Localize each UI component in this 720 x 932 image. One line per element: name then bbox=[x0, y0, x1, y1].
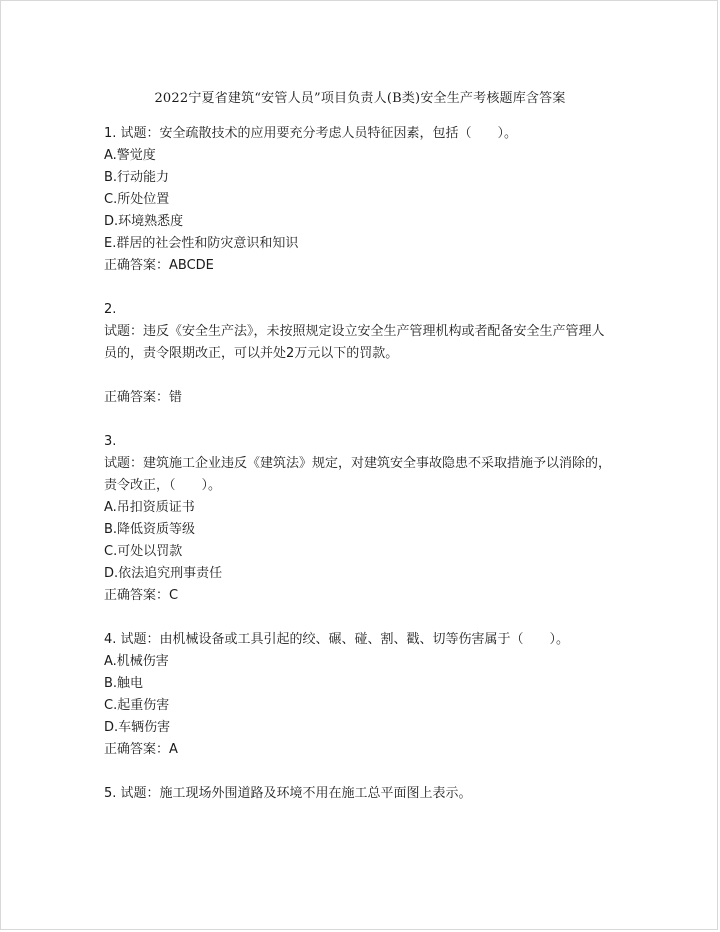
question-line: C.起重伤害 bbox=[104, 698, 170, 713]
question-spacer bbox=[104, 277, 624, 299]
answer-line: 正确答案：ABCDE bbox=[104, 258, 214, 273]
question-line: C.所处位置 bbox=[104, 192, 170, 207]
question-block bbox=[104, 783, 624, 805]
question-line: 5. 试题：施工现场外围道路及环境不用在施工总平面图上表示。 bbox=[104, 786, 472, 801]
question-list bbox=[104, 123, 624, 805]
question-line: B.行动能力 bbox=[104, 170, 170, 185]
question-line: A.警觉度 bbox=[104, 148, 156, 163]
question-line: 员的，责令限期改正，可以并处2万元以下的罚款。 bbox=[104, 346, 399, 361]
question-line: 责令改正，（ ）。 bbox=[104, 478, 222, 493]
answer-line: 正确答案：A bbox=[104, 742, 178, 757]
question-line: 3. bbox=[104, 434, 117, 449]
answer-line: 正确答案：C bbox=[104, 588, 179, 603]
document-title: 2022宁夏省建筑“安管人员”项目负责人(B类)安全生产考核题库含答案 bbox=[154, 91, 566, 106]
question-line: 1. 试题：安全疏散技术的应用要充分考虑人员特征因素，包括（ ）。 bbox=[104, 126, 518, 141]
question-line: A.吊扣资质证书 bbox=[104, 500, 195, 515]
question-line: 试题：建筑施工企业违反《建筑法》规定，对建筑安全事故隐患不采取措施予以消除的， bbox=[104, 456, 612, 471]
question-line: 2. bbox=[104, 302, 117, 317]
question-line: 4. 试题：由机械设备或工具引起的绞、碾、碰、割、戳、切等伤害属于（ ）。 bbox=[104, 632, 570, 647]
answer-line: 正确答案：错 bbox=[104, 390, 183, 405]
question-line: B.触电 bbox=[104, 676, 144, 691]
question-line: D.车辆伤害 bbox=[104, 720, 171, 735]
question-line: E.群居的社会性和防灾意识和知识 bbox=[104, 236, 299, 251]
question-spacer bbox=[104, 409, 624, 431]
blank-line bbox=[104, 365, 624, 387]
question-line: B.降低资质等级 bbox=[104, 522, 196, 537]
question-line: D.依法追究刑事责任 bbox=[104, 566, 223, 581]
question-line: D.环境熟悉度 bbox=[104, 214, 184, 229]
question-block bbox=[104, 123, 624, 277]
question-block bbox=[104, 629, 624, 761]
question-line: 试题：违反《安全生产法》，未按照规定设立安全生产管理机构或者配备安全生产管理人 bbox=[104, 324, 605, 339]
question-spacer bbox=[104, 761, 624, 783]
question-block bbox=[104, 299, 624, 409]
question-line: A.机械伤害 bbox=[104, 654, 169, 669]
question-line: C.可处以罚款 bbox=[104, 544, 183, 559]
question-spacer bbox=[104, 607, 624, 629]
question-block bbox=[104, 431, 624, 607]
